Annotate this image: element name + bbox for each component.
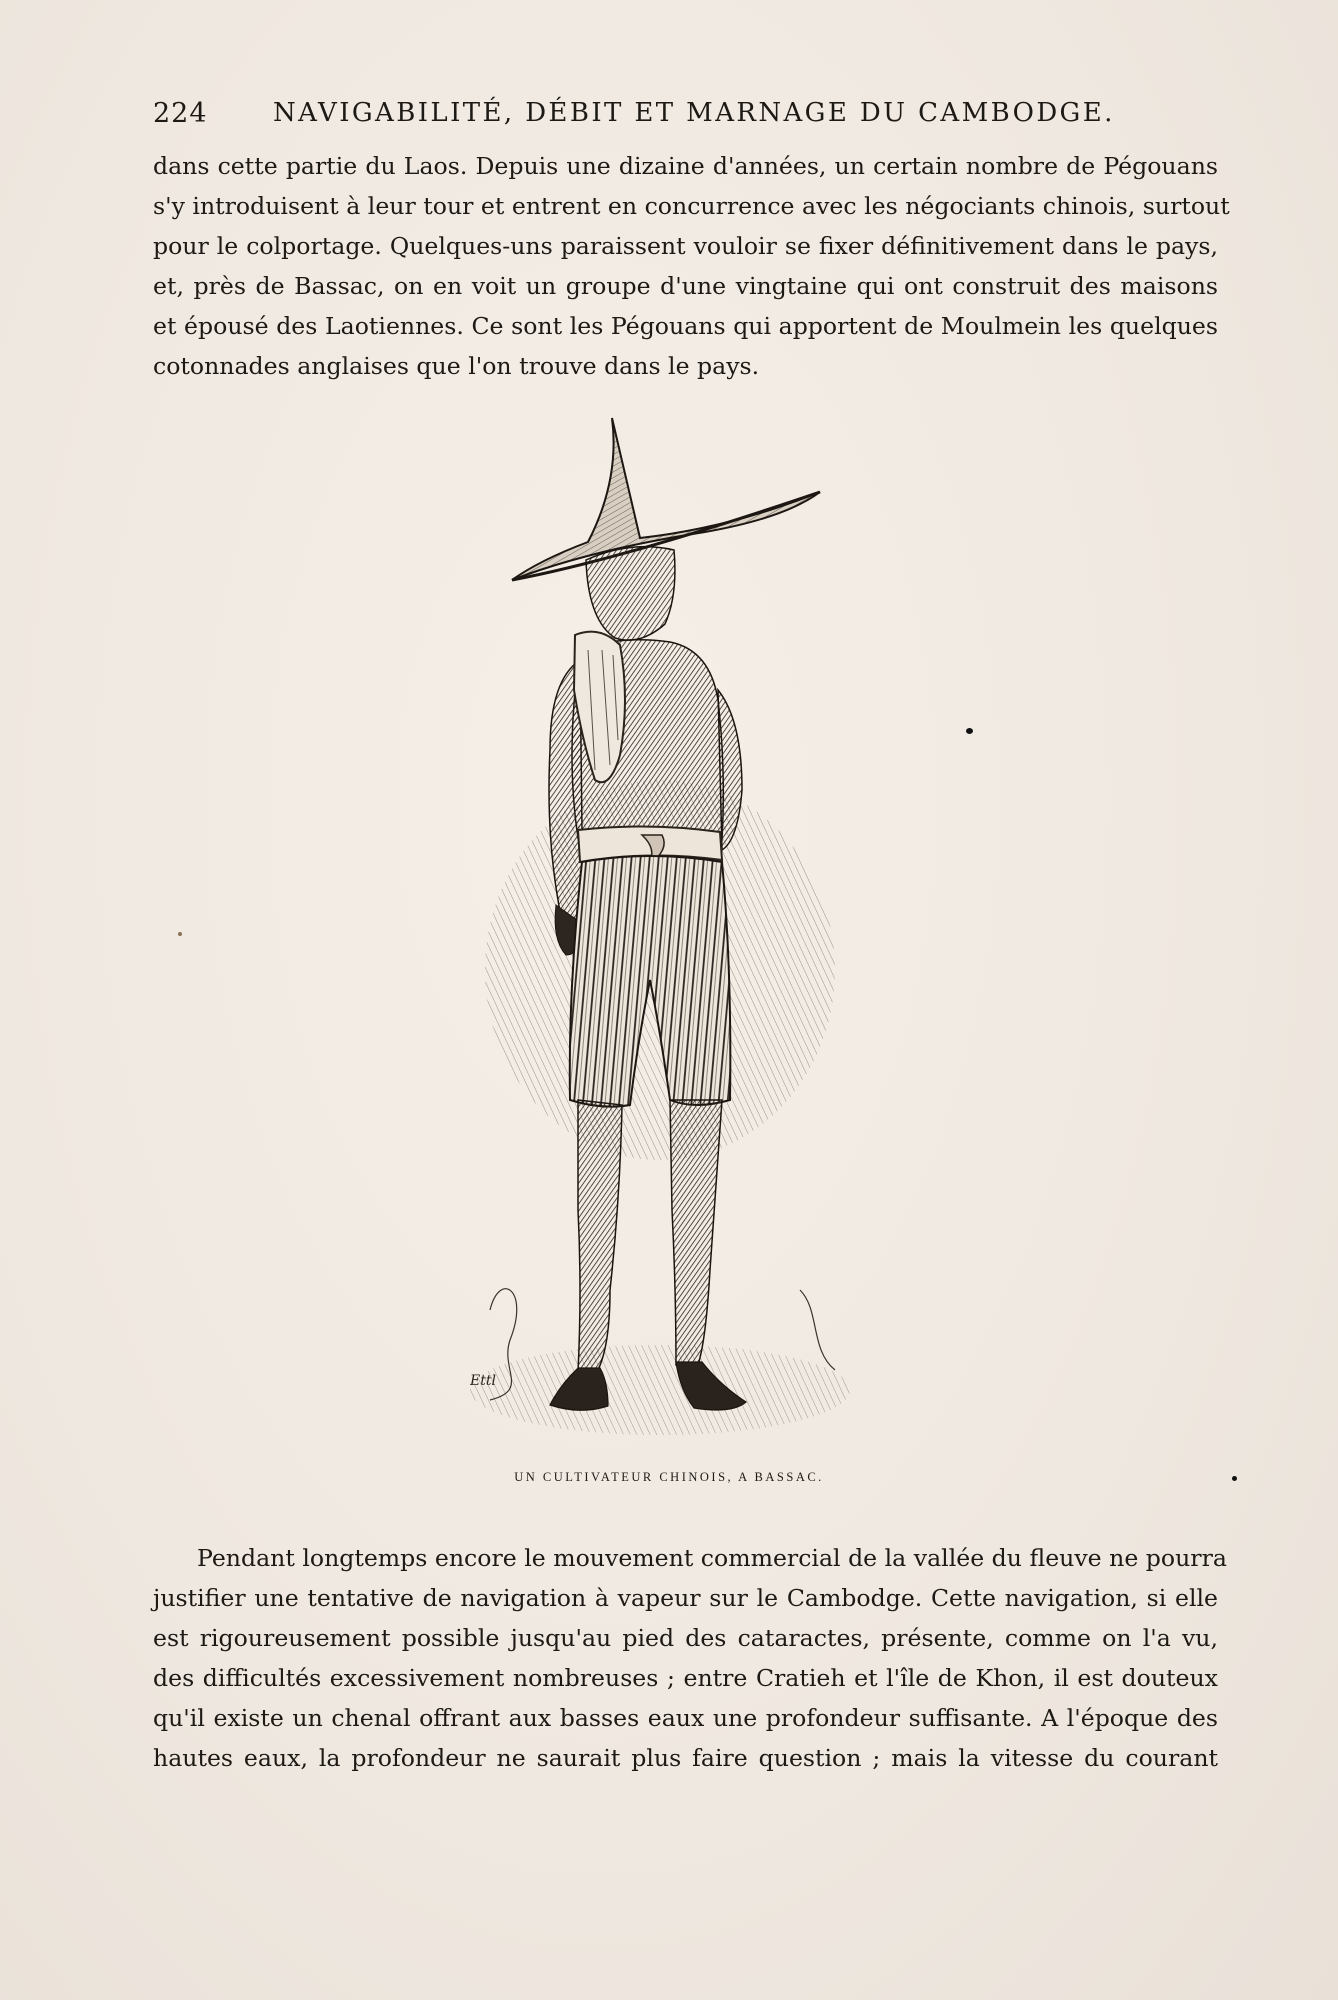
text-line: pour le colportage. Quelques-uns paraissent vouloir se fixer définitivement dans le pays, [153,232,1218,260]
paragraph-top [153,146,1230,386]
page-header [153,98,1115,138]
paragraph-bottom [153,1538,1227,1778]
illustration-caption: UN CULTIVATEUR CHINOIS, A BASSAC. [514,1470,824,1484]
ink-speck [178,932,182,936]
text-line: qu'il existe un chenal offrant aux basses eaux une profondeur suffisante. A l'époque des [153,1704,1218,1732]
engraving-illustration [470,410,850,1440]
running-title: NAVIGABILITÉ, DÉBIT ET MARNAGE DU CAMBODGE. [273,98,1115,128]
text-line: est rigoureusement possible jusqu'au pied des cataractes, présente, comme on l'a vu, [153,1624,1218,1652]
text-line: s'y introduisent à leur tour et entrent en concurrence avec les négociants chinois, surtout [153,192,1230,220]
ink-speck [966,728,973,734]
text-line: Pendant longtemps encore le mouvement commercial de la vallée du fleuve ne pourra [197,1544,1227,1572]
text-line: et, près de Bassac, on en voit un groupe d'une vingtaine qui ont construit des maisons [153,272,1218,300]
text-line: et épousé des Laotiennes. Ce sont les Pégouans qui apportent de Moulmein les quelques [153,312,1218,340]
page-number: 224 [153,98,208,129]
text-line: des difficultés excessivement nombreuses ; entre Cratieh et l'île de Khon, il est douteux [153,1664,1218,1692]
text-line: dans cette partie du Laos. Depuis une dizaine d'années, un certain nombre de Pégouans [153,152,1218,180]
head [586,547,675,640]
text-line: cotonnades anglaises que l'on trouve dans le pays. [153,352,760,380]
artist-signature: Ettl [470,1373,496,1389]
text-line: hautes eaux, la profondeur ne saurait plus faire question ; mais la vitesse du courant [153,1744,1218,1772]
ink-speck [1232,1476,1237,1481]
text-line: justifier une tentative de navigation à vapeur sur le Cambodge. Cette navigation, si elle [153,1584,1218,1612]
